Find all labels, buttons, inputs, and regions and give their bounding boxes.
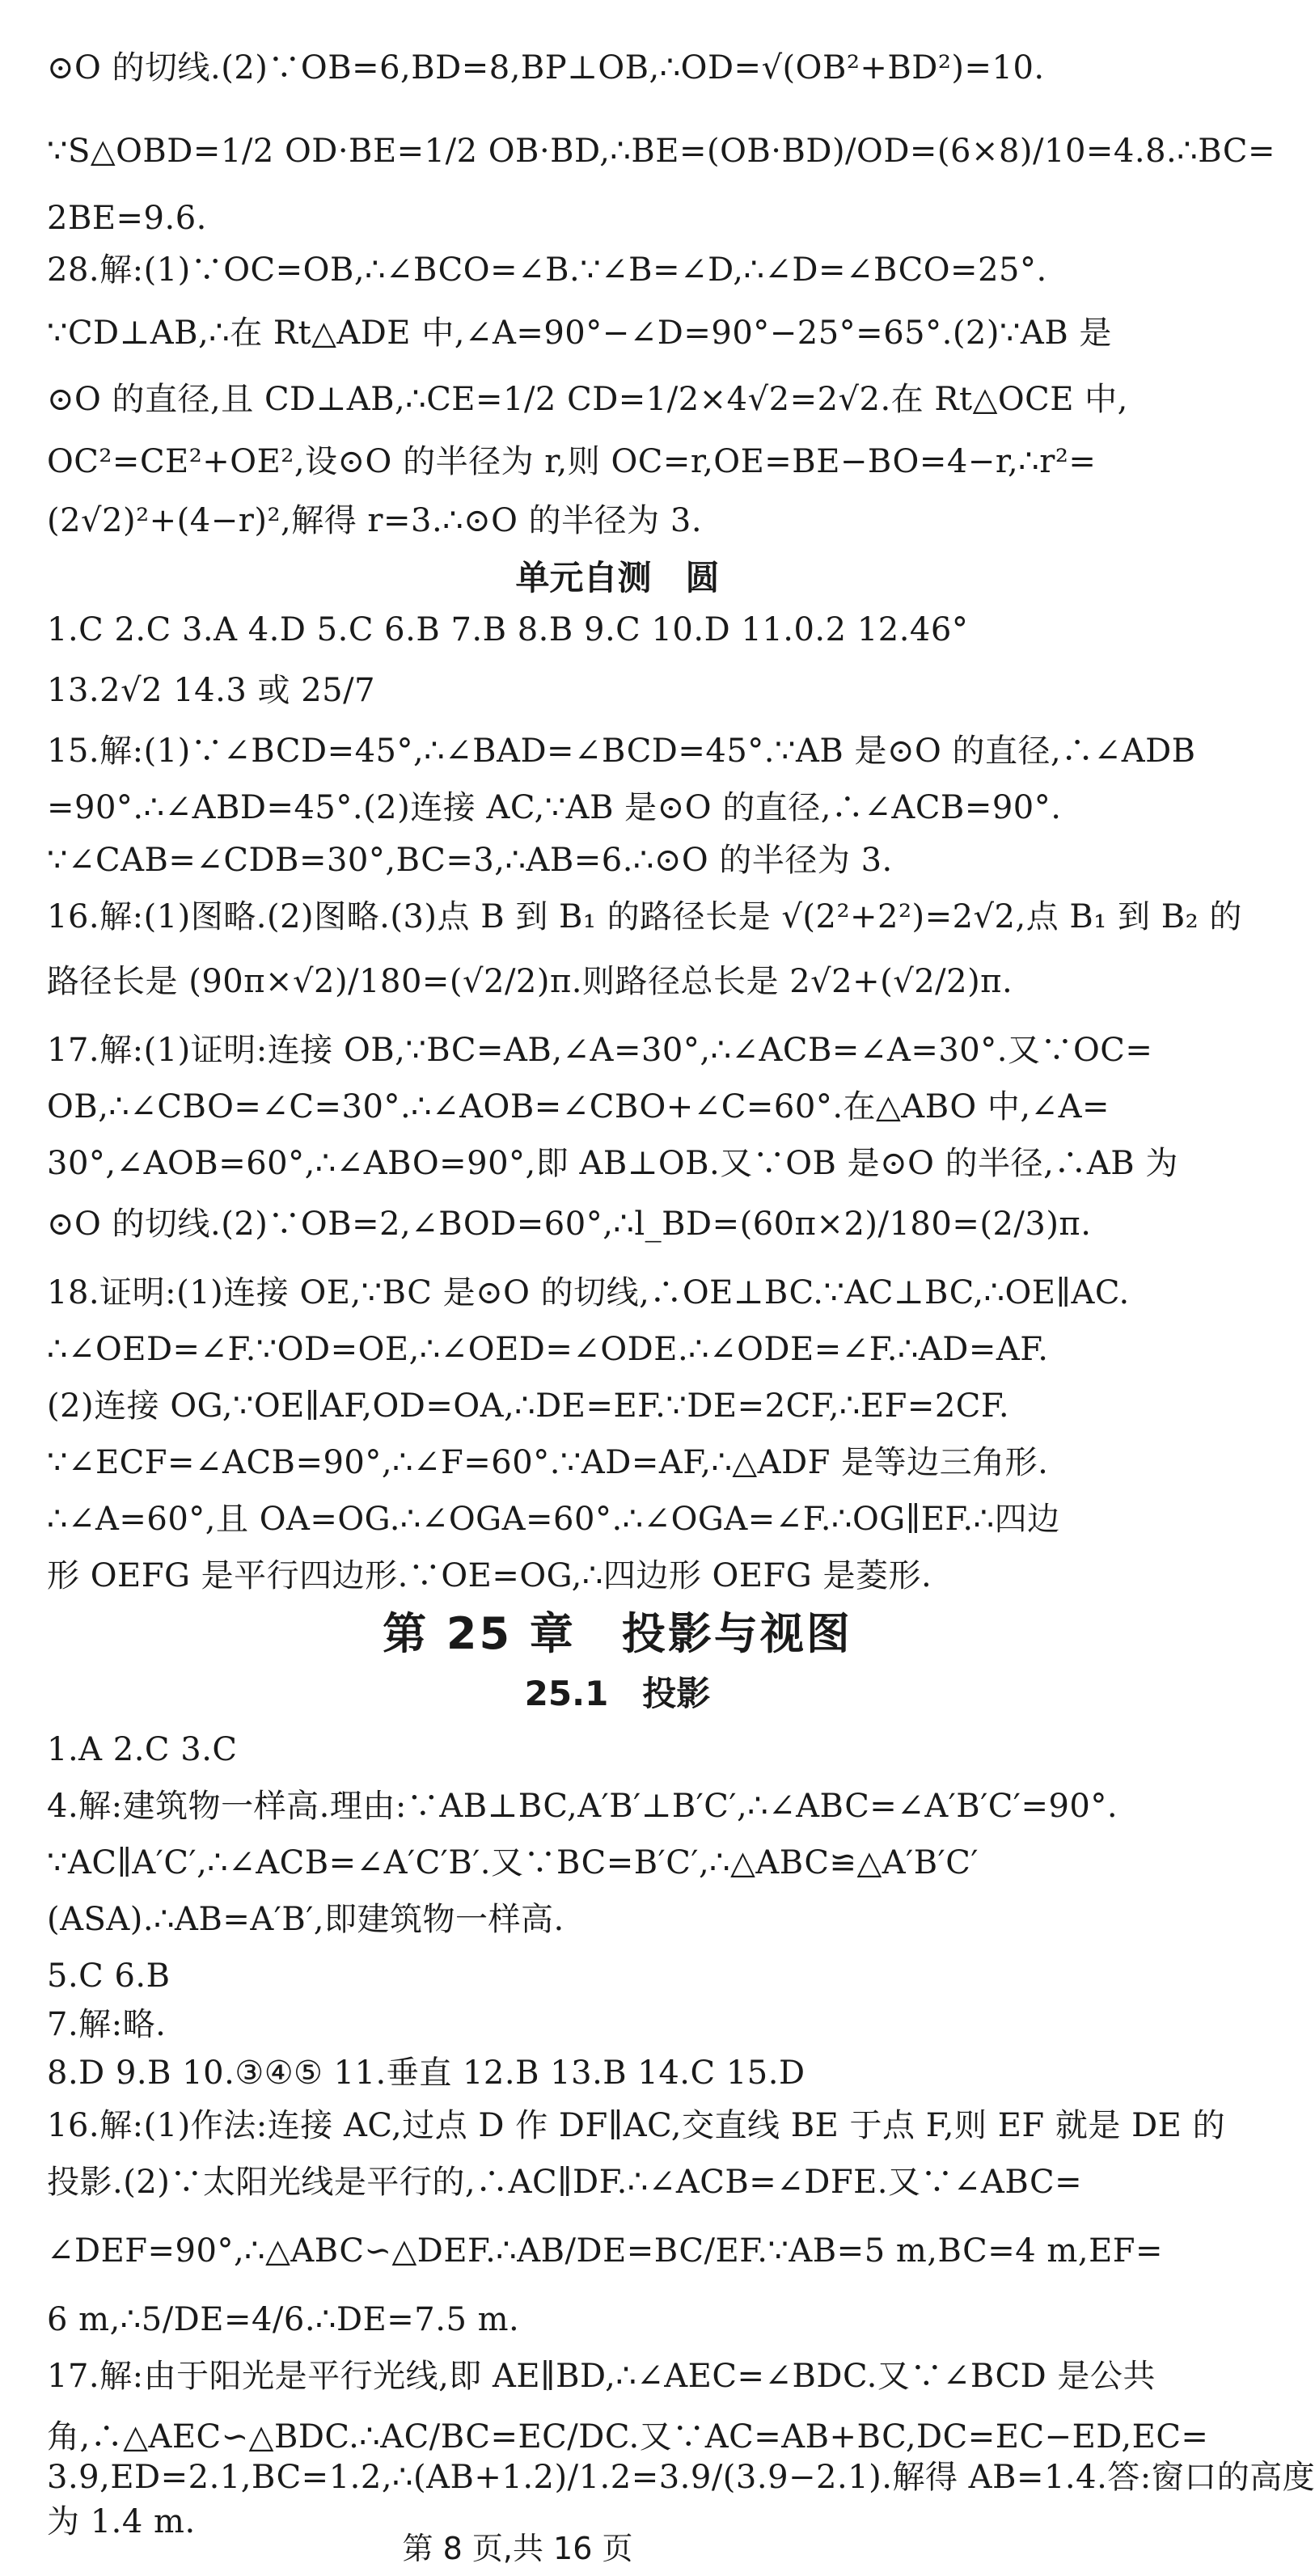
text-line: 6 m,∴5/DE=4/6.∴DE=7.5 m. bbox=[47, 2301, 520, 2338]
text-line: 为 1.4 m. bbox=[47, 2503, 196, 2540]
text-line: 路径长是 (90π×√2)/180=(√2/2)π.则路径总长是 2√2+(√2/2)π. bbox=[47, 963, 1013, 1000]
text-line: 18.证明:(1)连接 OE,∵BC 是⊙O 的切线,∴OE⊥BC.∵AC⊥BC,∴OE∥AC. bbox=[47, 1274, 1130, 1311]
text-line: 投影.(2)∵太阳光线是平行的,∴AC∥DF.∴∠ACB=∠DFE.又∵∠ABC= bbox=[47, 2164, 1083, 2201]
text-line: (2)连接 OG,∵OE∥AF,OD=OA,∴DE=EF.∵DE=2CF,∴EF=2CF. bbox=[47, 1387, 1010, 1425]
text-line: (ASA).∴AB=A′B′,即建筑物一样高. bbox=[47, 1901, 564, 1938]
text-line: 形 OEFG 是平行四边形.∵OE=OG,∴四边形 OEFG 是菱形. bbox=[47, 1557, 932, 1594]
text-line: ∵∠CAB=∠CDB=30°,BC=3,∴AB=6.∴⊙O 的半径为 3. bbox=[47, 842, 893, 879]
answer-key-line: 13.2√2 14.3 或 25/7 bbox=[47, 672, 376, 709]
text-line: 2BE=9.6. bbox=[47, 200, 207, 237]
unit-test-heading: 单元自测 圆 bbox=[515, 558, 720, 598]
text-line: (2√2)²+(4−r)²,解得 r=3.∴⊙O 的半径为 3. bbox=[47, 502, 703, 539]
text-line: ∵∠ECF=∠ACB=90°,∴∠F=60°.∵AD=AF,∴△ADF 是等边三角形. bbox=[47, 1444, 1049, 1481]
answer-key-line: 8.D 9.B 10.③④⑤ 11.垂直 12.B 13.B 14.C 15.D bbox=[47, 2054, 805, 2092]
text-line: OB,∴∠CBO=∠C=30°.∴∠AOB=∠CBO+∠C=60°.在△ABO 中,∠A= bbox=[47, 1088, 1110, 1125]
text-line: ∵CD⊥AB,∴在 Rt△ADE 中,∠A=90°−∠D=90°−25°=65°.(2)∵AB 是 bbox=[47, 315, 1112, 352]
text-line: ∴∠OED=∠F.∵OD=OE,∴∠OED=∠ODE.∴∠ODE=∠F.∴AD=AF. bbox=[47, 1331, 1049, 1368]
text-line: ⊙O 的切线.(2)∵OB=2,∠BOD=60°,∴l_BD=(60π×2)/180=(2/3)π. bbox=[47, 1206, 1092, 1243]
text-line: ∵S△OBD=1/2 OD·BE=1/2 OB·BD,∴BE=(OB·BD)/OD=(6×8)/10=4.8.∴BC= bbox=[47, 133, 1275, 170]
text-line: 30°,∠AOB=60°,∴∠ABO=90°,即 AB⊥OB.又∵OB 是⊙O 的半径,∴AB 为 bbox=[47, 1145, 1178, 1182]
text-line: =90°.∴∠ABD=45°.(2)连接 AC,∵AB 是⊙O 的直径,∴∠ACB=90°. bbox=[47, 789, 1062, 826]
page-footer: 第 8 页,共 16 页 bbox=[402, 2531, 633, 2566]
text-line: 3.9,ED=2.1,BC=1.2,∴(AB+1.2)/1.2=3.9/(3.9−2.1).解得 AB=1.4.答:窗口的高度 bbox=[47, 2459, 1315, 2496]
text-line: 角,∴△AEC∽△BDC.∴AC/BC=EC/DC.又∵AC=AB+BC,DC=EC−ED,EC= bbox=[47, 2418, 1209, 2456]
answer-key-line: 1.C 2.C 3.A 4.D 5.C 6.B 7.B 8.B 9.C 10.D 11.0.2 12.46° bbox=[47, 611, 969, 648]
answer-key-line: 5.C 6.B bbox=[47, 1957, 171, 1995]
text-line: 7.解:略. bbox=[47, 2006, 167, 2043]
section-heading: 25.1 投影 bbox=[524, 1674, 711, 1713]
text-line: ⊙O 的切线.(2)∵OB=6,BD=8,BP⊥OB,∴OD=√(OB²+BD²)=10. bbox=[47, 49, 1045, 87]
text-line: 4.解:建筑物一样高.理由:∵AB⊥BC,A′B′⊥B′C′,∴∠ABC=∠A′B′C′=90°. bbox=[47, 1788, 1118, 1825]
chapter-heading: 第 25 章 投影与视图 bbox=[383, 1608, 852, 1659]
text-line: OC²=CE²+OE²,设⊙O 的半径为 r,则 OC=r,OE=BE−BO=4−r,∴r²= bbox=[47, 443, 1097, 480]
text-line: 17.解:(1)证明:连接 OB,∵BC=AB,∠A=30°,∴∠ACB=∠A=30°.又∵OC= bbox=[47, 1032, 1153, 1069]
text-line: 17.解:由于阳光是平行光线,即 AE∥BD,∴∠AEC=∠BDC.又∵∠BCD 是公共 bbox=[47, 2358, 1156, 2395]
answer-key-line: 1.A 2.C 3.C bbox=[47, 1731, 238, 1768]
text-line: 15.解:(1)∵∠BCD=45°,∴∠BAD=∠BCD=45°.∵AB 是⊙O 的直径,∴∠ADB bbox=[47, 733, 1196, 770]
text-line: ∠DEF=90°,∴△ABC∽△DEF.∴AB/DE=BC/EF.∵AB=5 m,BC=4 m,EF= bbox=[47, 2232, 1164, 2270]
text-line: 28.解:(1)∵OC=OB,∴∠BCO=∠B.∵∠B=∠D,∴∠D=∠BCO=25°. bbox=[47, 251, 1047, 289]
text-line: ⊙O 的直径,且 CD⊥AB,∴CE=1/2 CD=1/2×4√2=2√2.在 Rt△OCE 中, bbox=[47, 381, 1128, 418]
text-line: ∴∠A=60°,且 OA=OG.∴∠OGA=60°.∴∠OGA=∠F.∴OG∥EF.∴四边 bbox=[47, 1501, 1060, 1538]
text-line: 16.解:(1)作法:连接 AC,过点 D 作 DF∥AC,交直线 BE 于点 F,则 EF 就是 DE 的 bbox=[47, 2107, 1226, 2144]
text-line: ∵AC∥A′C′,∴∠ACB=∠A′C′B′.又∵BC=B′C′,∴△ABC≌△A′B′C′ bbox=[47, 1844, 979, 1881]
text-line: 16.解:(1)图略.(2)图略.(3)点 B 到 B₁ 的路径长是 √(2²+2²)=2√2,点 B₁ 到 B₂ 的 bbox=[47, 898, 1242, 935]
